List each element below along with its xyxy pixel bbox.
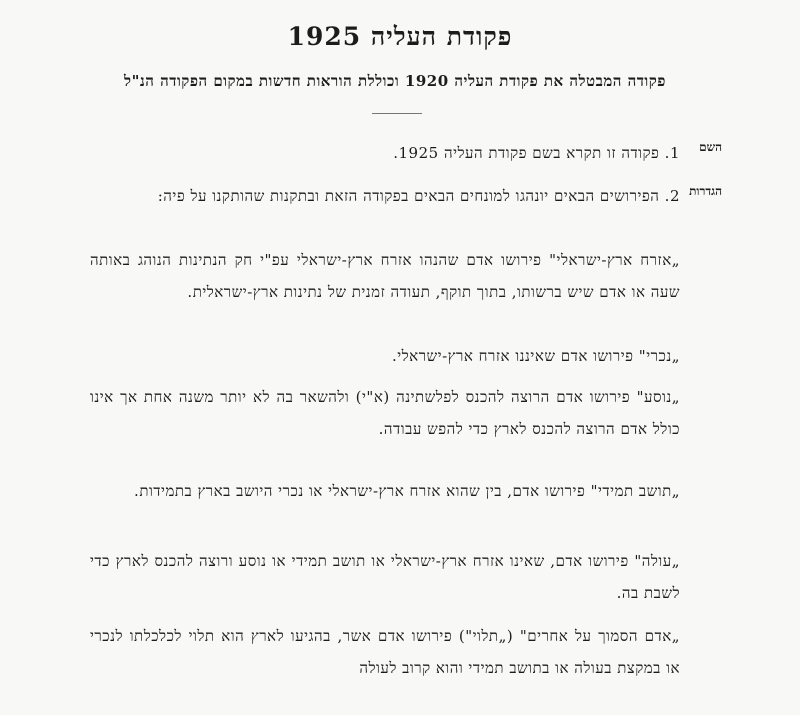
document-subtitle: פקודה המבטלה את פקודת העליה 1920 וכוללת הוראות חדשות במקום הפקודה הנ"ל (124, 72, 666, 90)
title-divider (372, 113, 422, 114)
definition-traveller: „נוסע" פירושו אדם הרוצה להכנס לפלשתינה (א"י) ולהשאר בה לא יותר משנה אחת אך אינו כולל אדם הרוצה להכנס לארץ כדי להפש עבודה. (90, 388, 680, 438)
document-title: פקודת העליה 1925 (287, 22, 513, 51)
section-1-short-title: 1. פקודה זו תקרא בשם פקודת העליה 1925. (393, 144, 680, 162)
definition-foreigner: „נכרי" פירושו אדם שאיננו אזרח ארץ-ישראלי. (391, 347, 680, 365)
definition-citizen: „אזרח ארץ-ישראלי" פירושו אדם שהנהו אזרח ארץ-ישראלי עפ"י חק הנתינות הנוהג באותה שעה או אדם שיש ברשותו, בתוך תוקף, תעודה זמנית של נתינות ארץ-ישראלית. (90, 251, 680, 301)
definition-permanent-resident: „תושב תמידי" פירושו אדם, בין שהוא אזרח ארץ-ישראלי או נכרי היושב בארץ בתמידות. (134, 482, 680, 500)
definition-immigrant: „עולה" פירושו אדם, שאינו אזרח ארץ-ישראלי או תושב תמידי או נוסע ורוצה להכנס לארץ כדי לשבת בה. (90, 552, 680, 602)
section-2-definitions-intro: 2. הפירושים הבאים יונהגו למונחים הבאים בפקודה הזאת ובתקנות שהותקנו על פיה: (157, 187, 680, 205)
definition-dependent: „אדם הסמוך על אחרים" („תלוי") פירושו אדם אשר, בהגיעו לארץ הוא תלוי לכלכלתו לנכרי או במקצת בעולה או בתושב תמידי והוא קרוב לעולה (90, 627, 680, 677)
margin-note-definitions: הגדרות (689, 184, 722, 198)
margin-note-name: השם (699, 140, 722, 154)
